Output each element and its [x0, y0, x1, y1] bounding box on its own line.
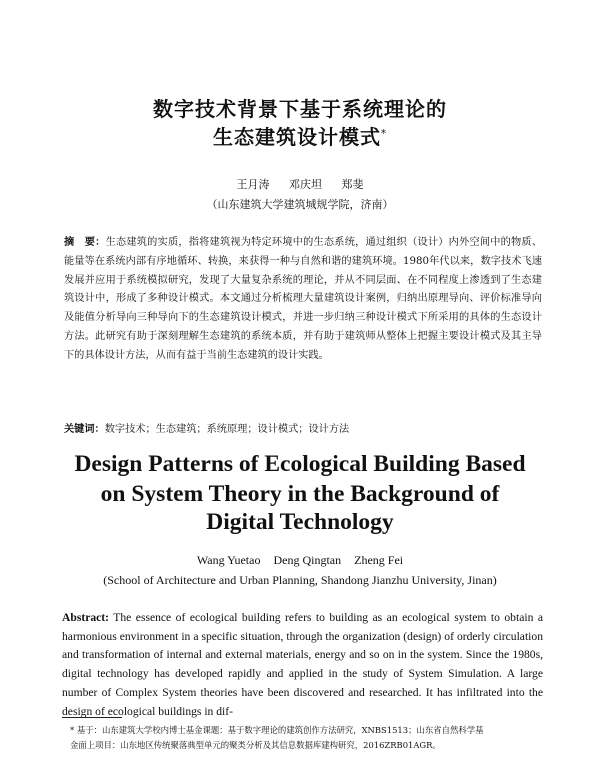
chinese-title-line2: 生态建筑设计模式	[213, 125, 381, 149]
author-1-cn: 王月涛	[236, 178, 270, 191]
chinese-authors	[0, 176, 600, 192]
english-abstract	[62, 609, 543, 721]
chinese-keywords	[64, 420, 542, 435]
author-3-en: Zheng Fei	[354, 553, 404, 567]
footnote	[70, 723, 550, 753]
english-title-line1: Design Patterns of Ecological Building Based	[74, 451, 526, 477]
footnote-line1: * 基于：山东建筑大学校内博士基金课题：基于数字理论的建筑创作方法研究，XNBS1513；山东省自然科学基	[70, 725, 484, 735]
english-abstract-label: Abstract:	[62, 611, 110, 624]
english-abstract-text: The essence of ecological building refers to building as an ecological system to obtain a harmonious environment in a specific situation, through the organization (design) of orderly circulation and transformation of internal and external materials, energy and so on in the system. Since the 1980s, digital technology has developed rapidly and applied in the study of System Simulation. A large number of Complex System theories have been discovered and researched. It has infiltrated into the design of ecological buildings in dif-	[62, 611, 543, 718]
author-3-cn: 郑斐	[341, 178, 364, 191]
chinese-affiliation: （山东建筑大学建筑城规学院，济南）	[206, 198, 394, 211]
footnote-line2: 金面上项目：山东地区传统聚落典型单元的聚类分析及其信息数据库建构研究，2016ZRB01AGR。	[70, 740, 441, 750]
footnote-divider	[62, 717, 122, 718]
chinese-abstract-label: 摘 要：	[64, 236, 106, 248]
chinese-abstract-text: 生态建筑的实质，指将建筑视为特定环境中的生态系统，通过组织（设计）内外空间中的物质、能量等在系统内部有序地循环、转换，来获得一种与自然和谐的建筑环境。1980年代以来，数字技术飞速发展并应用于系统模拟研究，发现了大量复杂系统的理论，并从不同层面、在不同程度上渗透到了生态建筑设计中，形成了多种设计模式。本文通过分析梳理大量建筑设计案例，归纳出原理导向、评价标准导向及能值分析导向三种导向下的生态建筑设计模式，并进一步归纳三种设计模式下所采用的具体的生态设计方法。此研究有助于深刻理解生态建筑的系统本质，并有助于建筑师从整体上把握主要设计模式及其主导下的具体设计方法，从而有益于当前生态建筑的设计实践。	[64, 237, 543, 361]
english-affiliation: (School of Architecture and Urban Planning, Shandong Jianzhu University, Jinan)	[103, 573, 497, 587]
english-authors	[0, 553, 600, 568]
title-footnote-marker: *	[381, 128, 387, 140]
english-title-line2: on System Theory in the Background of	[100, 481, 500, 507]
author-2-cn: 邓庆坦	[289, 178, 322, 191]
author-2-en: Deng Qingtan	[273, 553, 342, 567]
chinese-title-line1: 数字技术背景下基于系统理论的	[153, 97, 447, 121]
author-1-en: Wang Yuetao	[196, 553, 261, 567]
chinese-title-line2-wrap	[0, 121, 600, 150]
english-title-line3: Digital Technology	[206, 509, 394, 535]
chinese-keywords-label: 关键词：	[64, 423, 105, 435]
chinese-abstract	[64, 233, 542, 366]
chinese-keywords-text: 数字技术；生态建筑；系统原理；设计模式；设计方法	[104, 424, 350, 435]
